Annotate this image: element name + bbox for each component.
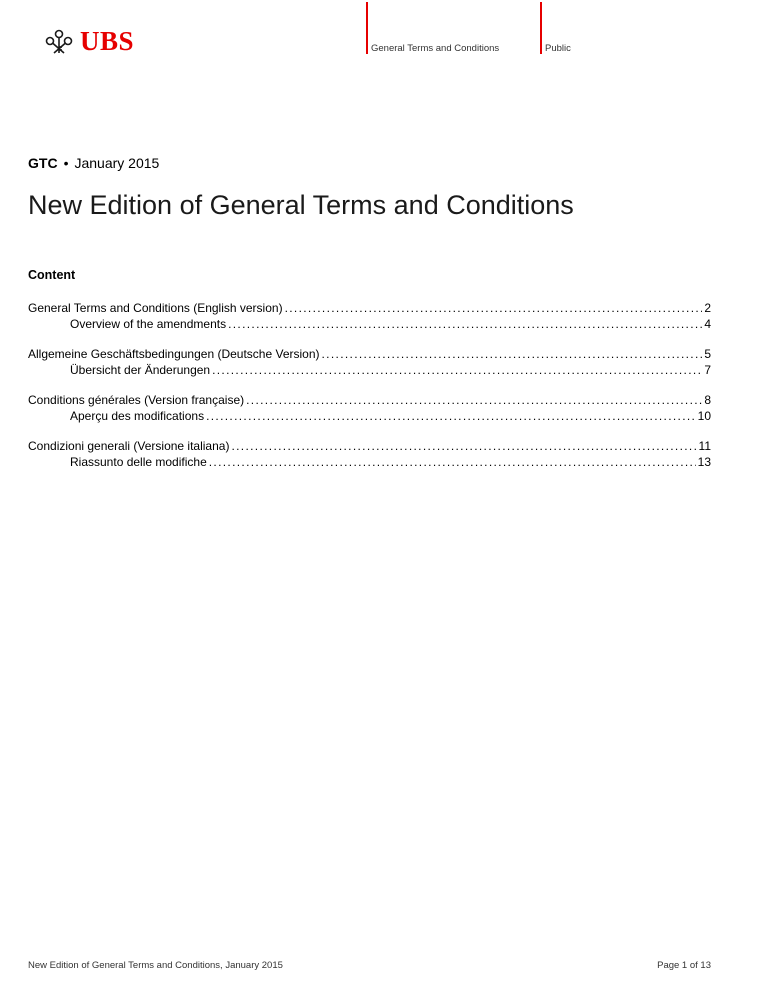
toc-leader: [285, 300, 703, 316]
toc-subentry-page: 13: [697, 455, 711, 469]
doc-meta: [28, 155, 159, 171]
toc-group: [28, 300, 711, 332]
toc-group: [28, 392, 711, 424]
toc-entry-title: Conditions générales (Version française): [28, 393, 245, 407]
footer-page-number: Page 1 of 13: [657, 960, 711, 971]
toc-group: [28, 346, 711, 378]
toc-entry-title: Condizioni generali (Versione italiana): [28, 439, 230, 453]
toc-entry[interactable]: [28, 300, 711, 316]
toc-entry-page: 8: [704, 393, 711, 407]
toc-subentry-page: 10: [697, 409, 711, 423]
brand-name: UBS: [80, 26, 135, 56]
toc-subentry[interactable]: [28, 362, 711, 378]
toc-leader: [246, 392, 702, 408]
doc-date: January 2015: [74, 155, 160, 171]
classification-label: Public: [545, 43, 571, 54]
header-title-label: General Terms and Conditions: [371, 43, 500, 54]
toc-subentry[interactable]: [28, 316, 711, 332]
toc-subentry[interactable]: [28, 454, 711, 470]
footer-document-title: New Edition of General Terms and Conditions, January 2015: [28, 960, 283, 971]
toc-leader: [228, 316, 702, 332]
toc-leader: [209, 454, 696, 470]
toc-subentry-page: 4: [704, 317, 711, 331]
toc-subentry-title: Riassunto delle modifiche: [70, 455, 207, 469]
toc-entry-page: 5: [704, 347, 711, 361]
toc-entry[interactable]: [28, 346, 711, 362]
header-divider: [540, 2, 542, 54]
toc-leader: [231, 438, 696, 454]
toc-entry[interactable]: [28, 392, 711, 408]
toc-leader: [206, 408, 696, 424]
toc-leader: [322, 346, 703, 362]
toc-entry-page: 11: [698, 439, 711, 453]
toc-subentry-title: Overview of the amendments: [70, 317, 227, 331]
three-keys-icon: [44, 29, 74, 55]
toc-group: [28, 438, 711, 470]
toc-subentry-title: Aperçu des modifications: [70, 409, 205, 423]
ubs-logo: [44, 28, 134, 55]
page-title: New Edition of General Terms and Conditions: [28, 190, 574, 220]
toc-leader: [212, 362, 702, 378]
table-of-contents: [28, 300, 711, 484]
toc-subentry[interactable]: [28, 408, 711, 424]
toc-subentry-title: Übersicht der Änderungen: [70, 363, 211, 377]
toc-entry-page: 2: [704, 301, 711, 315]
bullet-separator: •: [63, 155, 69, 171]
toc-entry-title: Allgemeine Geschäftsbedingungen (Deutsche Version): [28, 347, 320, 361]
toc-entry-title: General Terms and Conditions (English version): [28, 301, 283, 315]
toc-heading: Content: [28, 268, 76, 282]
toc-entry[interactable]: [28, 438, 711, 454]
doc-code: GTC: [28, 155, 58, 171]
header-divider: [366, 2, 368, 54]
toc-subentry-page: 7: [704, 363, 711, 377]
